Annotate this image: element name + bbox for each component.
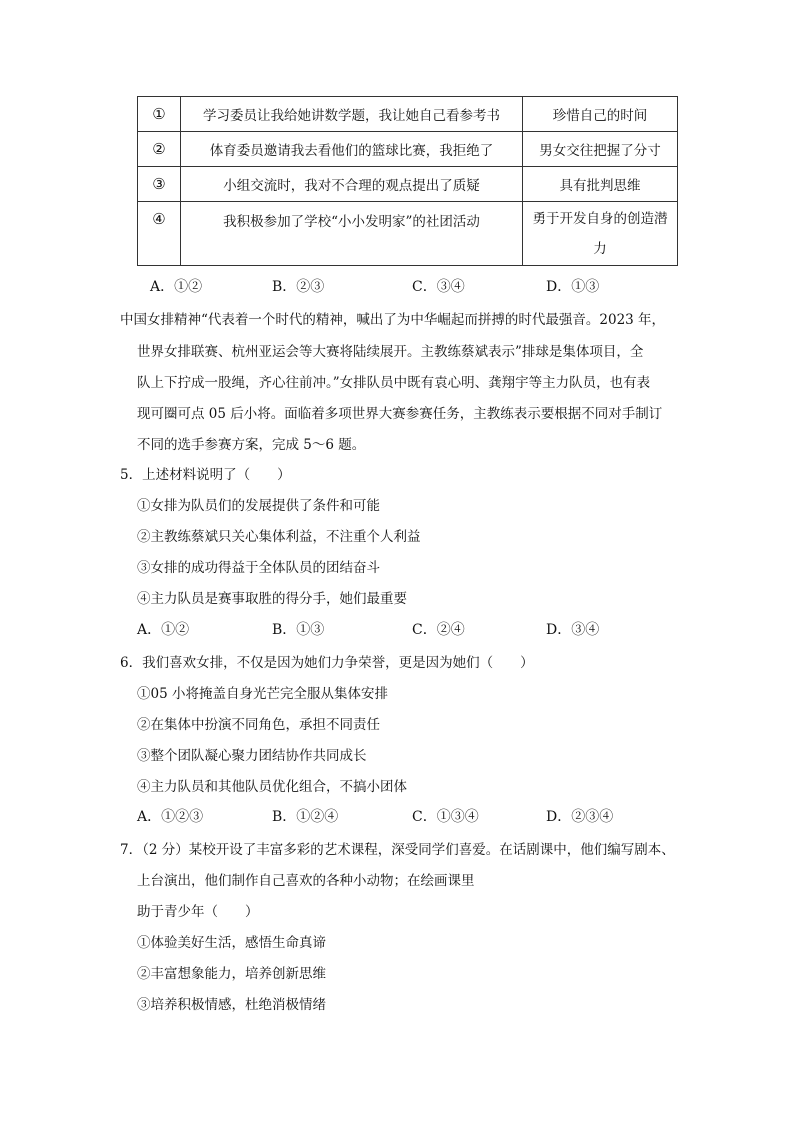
table-row xyxy=(138,167,678,202)
row-event: 体育委员邀请我去看他们的篮球比赛，我拒绝了 xyxy=(181,132,523,167)
q6-item: ①05 小将掩盖自身光芒完全服从集体安排 xyxy=(137,686,388,702)
q5-option-d[interactable]: D．③④ xyxy=(546,622,600,638)
q7-stem-line: 助于青少年（ ） xyxy=(137,904,259,920)
q6-item: ③整个团队凝心聚力团结协作共同成长 xyxy=(137,748,367,764)
row-evaluation: 男女交往把握了分寸 xyxy=(523,132,678,167)
q6-stem: 6．我们喜欢女排，不仅是因为她们力争荣誉，更是因为她们（ ） xyxy=(120,655,534,671)
q4-option-a[interactable]: A．①② xyxy=(150,279,203,295)
row-event: 我积极参加了学校“小小发明家”的社团活动 xyxy=(181,202,523,266)
q5-option-a[interactable]: A．①② xyxy=(137,622,190,638)
q5-stem: 5．上述材料说明了（ ） xyxy=(120,467,291,483)
material-line: 不同的选手参赛方案，完成 5～6 题。 xyxy=(137,437,366,453)
material-line: 现可圈可点 05 后小将。面临着多项世界大赛参赛任务，主教练表示要根据不同对手制订 xyxy=(137,406,663,422)
q5-item: ④主力队员是赛事取胜的得分手，她们最重要 xyxy=(137,591,407,607)
row-number: ③ xyxy=(138,167,181,202)
q7-stem-line: 7．（2 分）某校开设了丰富多彩的艺术课程，深受同学们喜爱。在话剧课中，他们编写剧本、 xyxy=(120,842,675,858)
q7-item: ③培养积极情感，杜绝消极情绪 xyxy=(137,997,326,1013)
q5-item: ③女排的成功得益于全体队员的团结奋斗 xyxy=(137,560,380,576)
row-evaluation: 勇于开发自身的创造潜力 xyxy=(523,202,678,266)
q5-option-c[interactable]: C．②④ xyxy=(412,622,465,638)
row-evaluation: 珍惜自己的时间 xyxy=(523,97,678,132)
q6-option-a[interactable]: A．①②③ xyxy=(137,809,204,825)
material-line: 世界女排联赛、杭州亚运会等大赛将陆续展开。主教练蔡斌表示”排球是集体项目，全 xyxy=(137,344,644,360)
q5-option-b[interactable]: B．①③ xyxy=(272,622,325,638)
table-row xyxy=(138,132,678,167)
row-evaluation: 具有批判思维 xyxy=(523,167,678,202)
q5-item: ①女排为队员们的发展提供了条件和可能 xyxy=(137,498,380,514)
evaluation-table xyxy=(137,96,678,266)
row-event: 学习委员让我给她讲数学题，我让她自己看参考书 xyxy=(181,97,523,132)
q7-item: ②丰富想象能力，培养创新思维 xyxy=(137,966,326,982)
q6-item: ②在集体中扮演不同角色，承担不同责任 xyxy=(137,717,380,733)
q6-option-c[interactable]: C．①③④ xyxy=(412,809,479,825)
material-line: 队上下拧成一股绳，齐心往前冲。”女排队员中既有袁心明、龚翔宇等主力队员，也有表 xyxy=(137,375,651,391)
q7-stem-line: 上台演出，他们制作自己喜欢的各种小动物；在绘画课里 xyxy=(137,873,475,889)
q4-option-c[interactable]: C．③④ xyxy=(412,279,465,295)
q7-item: ①体验美好生活，感悟生命真谛 xyxy=(137,935,326,951)
q6-item: ④主力队员和其他队员优化组合，不搞小团体 xyxy=(137,779,407,795)
table-row xyxy=(138,202,678,266)
table-row xyxy=(138,97,678,132)
material-line: 中国女排精神“代表着一个时代的精神，喊出了为中华崛起而拼搏的时代最强音。2023 年， xyxy=(120,312,666,328)
row-number: ② xyxy=(138,132,181,167)
row-number: ① xyxy=(138,97,181,132)
q4-option-d[interactable]: D．①③ xyxy=(546,279,600,295)
q5-item: ②主教练蔡斌只关心集体利益，不注重个人利益 xyxy=(137,529,421,545)
q6-option-d[interactable]: D．②③④ xyxy=(546,809,614,825)
row-event: 小组交流时，我对不合理的观点提出了质疑 xyxy=(181,167,523,202)
row-number: ④ xyxy=(138,202,181,266)
q4-option-b[interactable]: B．②③ xyxy=(272,279,325,295)
q6-option-b[interactable]: B．①②④ xyxy=(272,809,339,825)
